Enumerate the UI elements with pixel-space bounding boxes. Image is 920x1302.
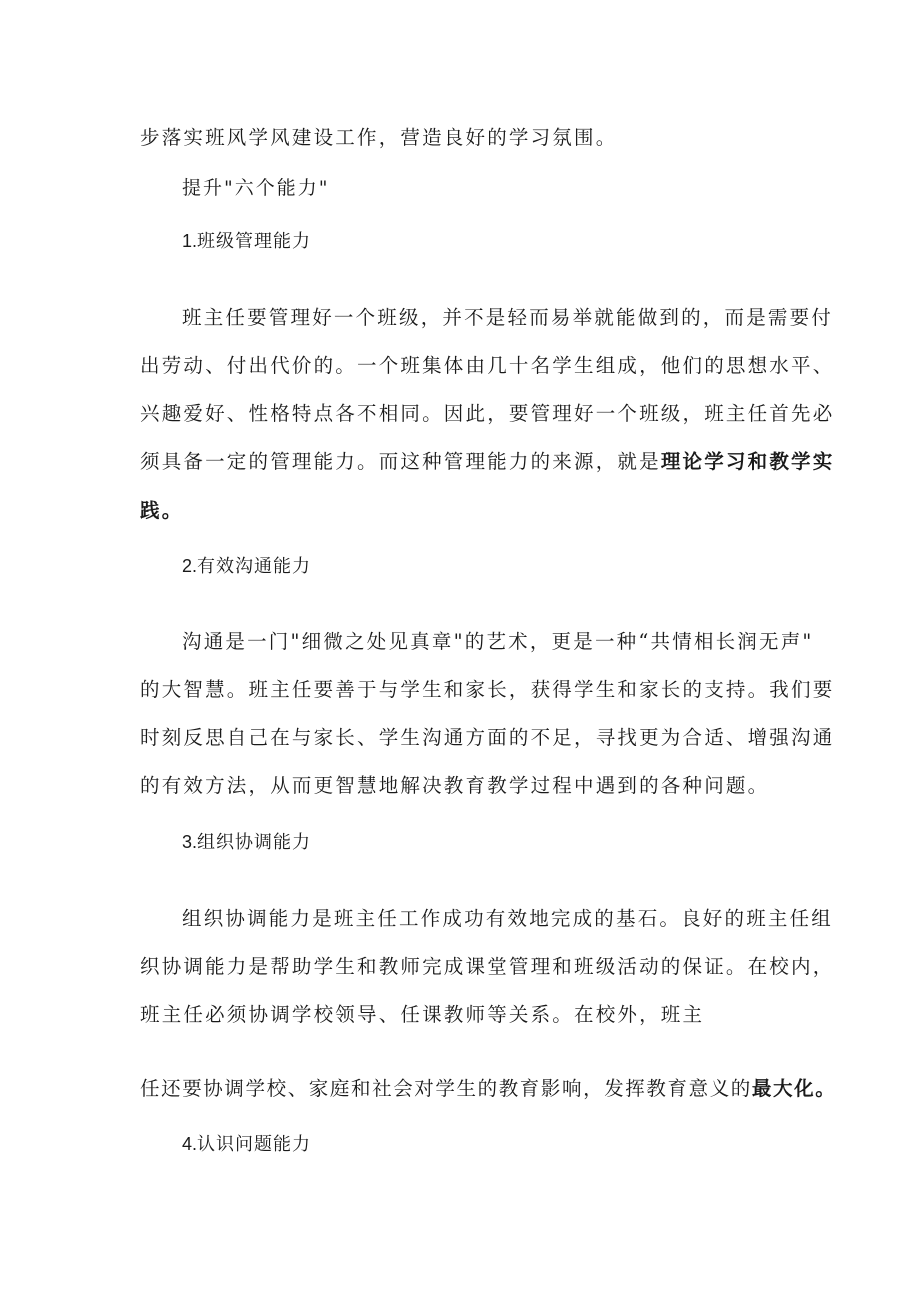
para3-line4-text: 任还要协调学校、家庭和社会对学生的教育影响，发挥教育意义的	[140, 1077, 752, 1100]
heading-1-text: 班级管理能力	[197, 231, 312, 252]
para3-line3: 班主任必须协调学校领导、任课教师等关系。在校外，班主	[140, 1003, 705, 1026]
heading-1	[182, 227, 311, 256]
para3-line1: 组织协调能力是班主任工作成功有效地完成的基石。良好的班主任组	[182, 907, 834, 930]
heading-2-text: 有效沟通能力	[197, 556, 312, 577]
heading-3	[182, 828, 311, 857]
para1-line4-text: 须具备一定的管理能力。而这种管理能力的来源，就是	[140, 450, 661, 473]
section-title: 提升"六个能力"	[182, 177, 330, 199]
para2-line2: 的大智慧。班主任要善于与学生和家长，获得学生和家长的支持。我们要	[140, 678, 835, 701]
para1-line5: 践。	[140, 499, 184, 522]
para3-line2: 织协调能力是帮助学生和教师完成课堂管理和班级活动的保证。在校内，	[140, 955, 835, 978]
heading-4	[182, 1130, 311, 1159]
heading-3-text: 组织协调能力	[197, 832, 312, 853]
para2-line3: 时刻反思自己在与家长、学生沟通方面的不足，寻找更为合适、增强沟通	[140, 726, 835, 749]
heading-1-number: 1.	[182, 231, 198, 251]
para3-line4	[140, 1074, 836, 1104]
para2-line4: 的有效方法，从而更智慧地解决教育教学过程中遇到的各种问题。	[140, 774, 770, 797]
para3-line4-emphasis: 最大化。	[751, 1077, 837, 1100]
heading-3-number: 3.	[182, 832, 198, 852]
heading-4-text: 认识问题能力	[197, 1134, 312, 1155]
para1-line1: 班主任要管理好一个班级，并不是轻而易举就能做到的，而是需要付	[182, 306, 834, 329]
heading-4-number: 4.	[182, 1134, 198, 1154]
para1-line4-emphasis: 理论学习和教学实	[660, 450, 835, 473]
intro-line: 步落实班风学风建设工作，营造良好的学习氛围。	[140, 126, 618, 149]
para1-line4	[140, 447, 834, 477]
heading-2-number: 2.	[182, 556, 198, 576]
para1-line2: 出劳动、付出代价的。一个班集体由几十名学生组成，他们的思想水平、	[140, 354, 835, 377]
para2-line1: 沟通是一门"细微之处见真章"的艺术，更是一种“共情相长润无声"	[182, 630, 814, 653]
heading-2	[182, 552, 311, 581]
para1-line3: 兴趣爱好、性格特点各不相同。因此，要管理好一个班级，班主任首先必	[140, 402, 835, 425]
